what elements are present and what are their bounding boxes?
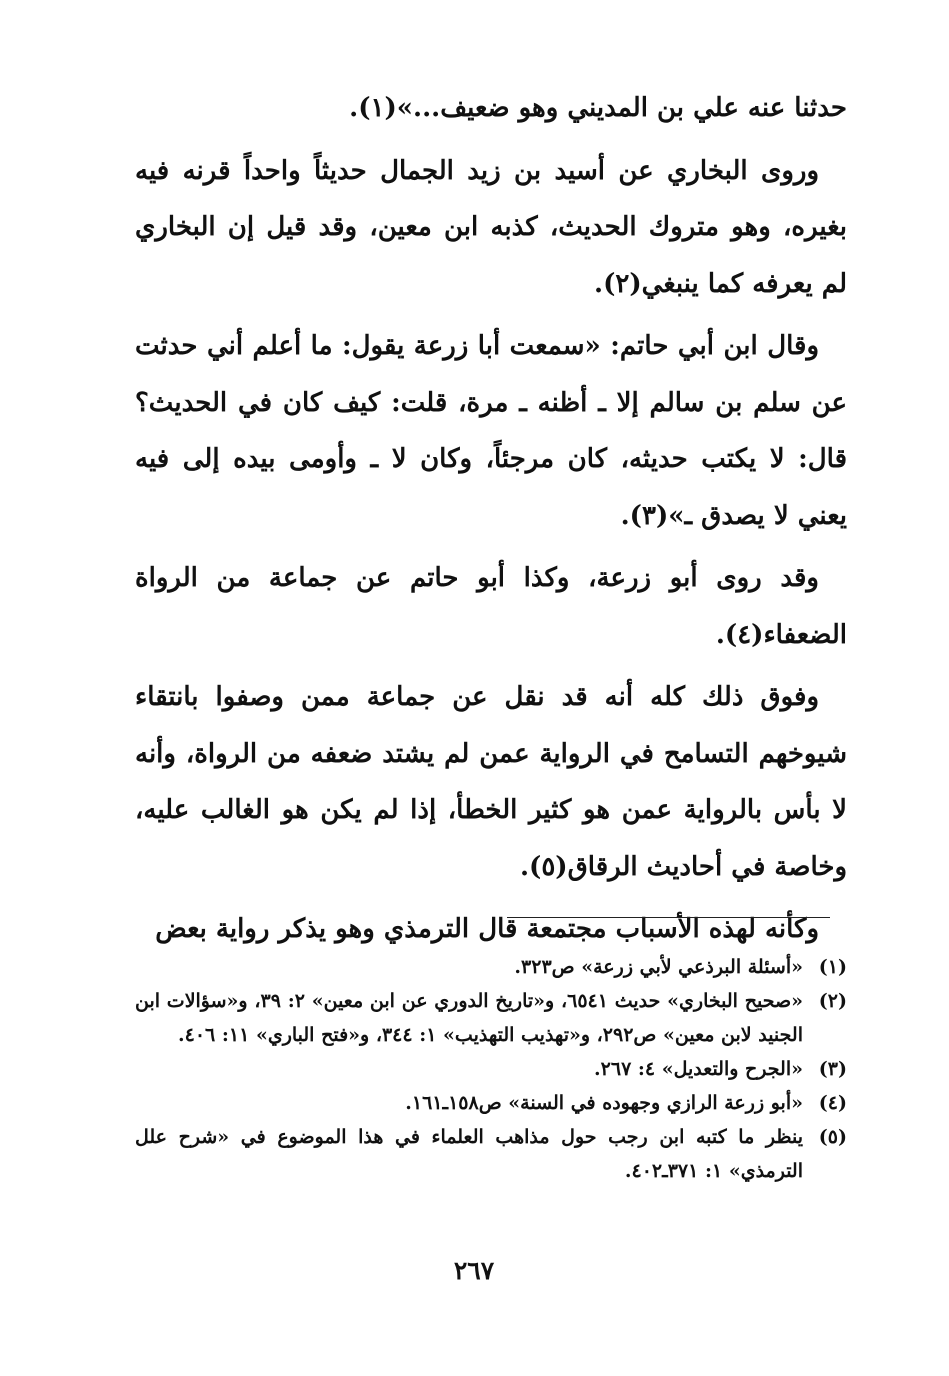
paragraph-abu-zura: وقد روى أبو زرعة، وكذا أبو حاتم عن جماعة من الرواة الضعفاء(٤). — [135, 563, 847, 650]
page-number: ٢٦٧ — [453, 1256, 495, 1285]
footnote-item — [135, 950, 847, 984]
footnote-text: «صحيح البخاري» حديث ٦٥٤١، و«تاريخ الدوري عن ابن معين» ٢: ٣٩، و«سؤالات ابن الجنيد لابن معين» ص٢٩٢، و«تهذيب التهذيب» ١: ٣٤٤، و«فتح الباري» ١١: ٤٠٦. — [135, 990, 803, 1046]
footnote-item — [135, 1086, 847, 1120]
footnote-number: (٤) — [818, 1092, 847, 1114]
footnote-text: «أسئلة البرذعي لأبي زرعة» ص٣٢٣. — [514, 956, 803, 978]
footnote-text: «الجرح والتعديل» ٤: ٢٦٧. — [594, 1058, 803, 1080]
footnotes — [135, 950, 847, 1188]
footnote-separator — [507, 917, 830, 918]
footnote-text: «أبو زرعة الرازي وجهوده في السنة» ص١٥٨ـ١٦١. — [405, 1092, 803, 1114]
paragraph-continuation: حدثنا عنه علي بن المديني وهو ضعيف...»(١). — [349, 93, 847, 123]
paragraph-tolerance: وفوق ذلك كله أنه قد نقل عن جماعة ممن وصفوا بانتقاء شيوخهم التسامح في الرواية عمن لم يشتد ضعفه من الرواة، وأنه لا بأس بالرواية عمن هو كثير الخطأ، إذا لم يكن هو الغالب عليه، وخاصة في أحاديث الرقاق(٥). — [135, 682, 847, 882]
paragraph-bukhari: وروى البخاري عن أسيد بن زيد الجمال حديثاً واحداً قرنه فيه بغيره، وهو متروك الحديث، كذبه ابن معين، وقد قيل إن البخاري لم يعرفه كما ينبغي(٢). — [135, 155, 847, 299]
paragraph-tirmidhi: وكأنه لهذه الأسباب مجتمعة قال الترمذي وهو يذكر رواية بعض — [155, 914, 819, 944]
footnote-item — [135, 1052, 847, 1086]
footnote-item — [135, 984, 847, 1052]
footnote-item — [135, 1120, 847, 1188]
footnote-number: (٢) — [818, 990, 847, 1012]
footnote-number: (٣) — [818, 1058, 847, 1080]
footnote-number: (٥) — [818, 1126, 847, 1148]
paragraph-ibn-abi-hatim: وقال ابن أبي حاتم: «سمعت أبا زرعة يقول: ما أعلم أني حدثت عن سلم بن سالم إلا ـ أظنه ـ مرة، قلت: كيف كان في الحديث؟ قال: لا يكتب حديثه، كان مرجئاً، وكان لا ـ وأومى بيده إلى فيه يعني لا يصدق ـ»(٣). — [135, 331, 847, 531]
footnote-number: (١) — [818, 956, 847, 978]
footnote-text: ينظر ما كتبه ابن رجب حول مذاهب العلماء في هذا الموضوع في «شرح علل الترمذي» ١: ٣٧١ـ٤٠٢. — [135, 1126, 803, 1182]
main-text — [135, 80, 847, 958]
